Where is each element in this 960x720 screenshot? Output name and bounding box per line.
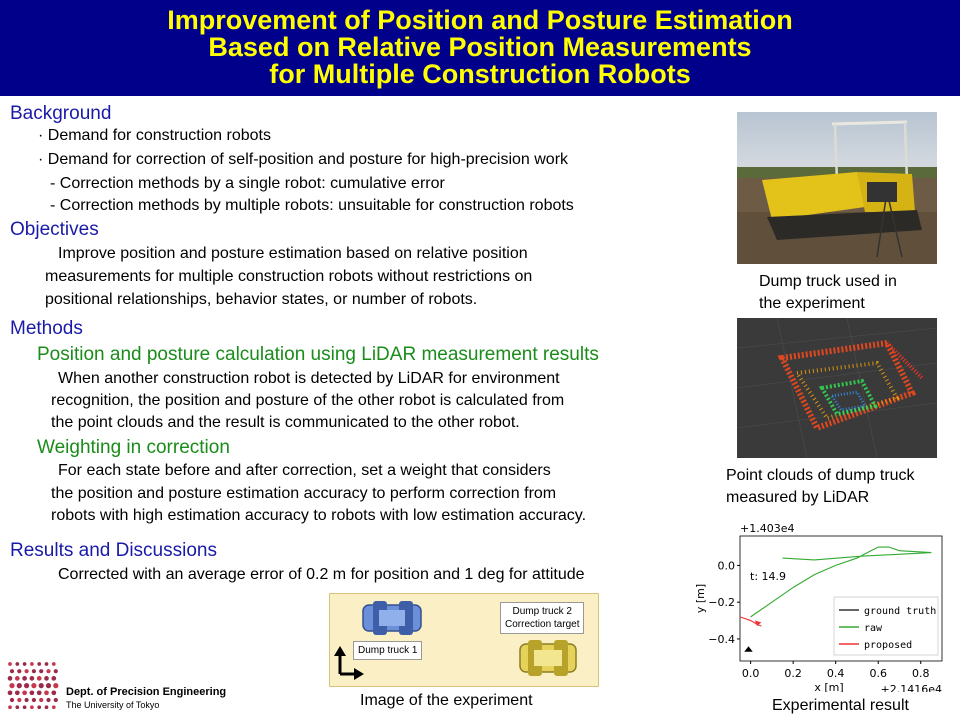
- background-bullet: · Demand for construction robots: [38, 127, 271, 144]
- logo-dot: [15, 690, 20, 695]
- logo-dot: [32, 669, 36, 673]
- y-tick-label: −0.4: [708, 632, 735, 646]
- logo-line-1: Dept. of Precision Engineering: [66, 686, 227, 698]
- logo-dot: [54, 698, 58, 702]
- legend-label: raw: [864, 623, 883, 634]
- dump-truck-1-label: Dump truck 1: [353, 641, 422, 660]
- logo-dot: [37, 705, 41, 709]
- methods-weighting-line: For each state before and after correction, set a weight that considers: [58, 462, 551, 479]
- logo-dot: [37, 676, 42, 681]
- logo-dot: [46, 683, 51, 688]
- logo-dot: [23, 705, 27, 709]
- label-line: Dump truck 2: [512, 606, 572, 617]
- logo-dot: [24, 683, 29, 688]
- methods-lidar-line: the point clouds and the result is communicated to the other robot.: [51, 414, 520, 431]
- legend-label: ground truth: [864, 606, 937, 617]
- point-cloud-image: [737, 318, 937, 458]
- y-axis-label: y [m]: [694, 583, 707, 614]
- objectives-line: measurements for multiple construction robots without restrictions on: [45, 268, 533, 285]
- x-tick-label: 0.8: [911, 667, 930, 680]
- objectives-heading: Objectives: [10, 219, 99, 240]
- logo-dot: [45, 705, 49, 709]
- logo-dot: [44, 676, 49, 681]
- results-heading: Results and Discussions: [10, 540, 217, 561]
- legend-label: proposed: [864, 640, 913, 651]
- background-subpoint: - Correction methods by multiple robots: unsuitable for construction robots: [50, 197, 574, 214]
- title-line-1: Improvement of Position and Posture Estimation: [167, 5, 793, 35]
- methods-lidar-line: When another construction robot is detected by LiDAR for environment: [58, 370, 560, 387]
- dump-truck-2-label: [500, 602, 584, 634]
- logo-dot: [15, 662, 19, 666]
- logo-dot: [39, 683, 44, 688]
- logo-dot: [44, 690, 49, 695]
- logo-dot: [8, 676, 13, 681]
- title-line-3: for Multiple Construction Robots: [269, 59, 691, 89]
- logo-dot: [32, 698, 36, 702]
- x-offset-label: +2.1416e4: [880, 683, 942, 692]
- methods-weighting-line: robots with high estimation accuracy to robots with low estimation accuracy.: [51, 507, 587, 524]
- x-tick-label: 0.4: [826, 667, 845, 680]
- logo-dot: [25, 669, 29, 673]
- experiment-caption: Image of the experiment: [360, 692, 533, 709]
- background-subpoint: - Correction methods by a single robot: cumulative error: [50, 175, 445, 192]
- logo-dot: [22, 676, 27, 681]
- objectives-line: Improve position and posture estimation based on relative position: [58, 245, 528, 262]
- results-text: Corrected with an average error of 0.2 m for position and 1 deg for attitude: [58, 566, 585, 583]
- logo-dot: [30, 662, 34, 666]
- logo-dot: [46, 698, 50, 702]
- department-logo: [4, 658, 234, 714]
- logo-dot-grid-icon: [4, 658, 62, 714]
- point-cloud-caption: [726, 465, 915, 509]
- caption-line: Dump truck used in: [759, 273, 897, 290]
- logo-dot: [30, 705, 34, 709]
- title-banner: [0, 0, 960, 96]
- experimental-result-chart: [690, 520, 952, 692]
- logo-dot: [23, 662, 27, 666]
- x-axis-label: x [m]: [814, 681, 844, 692]
- logo-dot: [30, 676, 35, 681]
- logo-dot: [31, 683, 36, 688]
- logo-dot: [25, 698, 29, 702]
- logo-dot: [8, 705, 12, 709]
- caption-line: Point clouds of dump truck: [726, 467, 915, 484]
- methods-heading: Methods: [10, 318, 83, 339]
- logo-dot: [8, 662, 12, 666]
- dump-truck-photo: [737, 112, 937, 264]
- objectives-line: positional relationships, behavior states, or number of robots.: [45, 291, 478, 308]
- logo-dot: [51, 676, 56, 681]
- methods-lidar-line: recognition, the position and posture of the other robot is calculated from: [51, 392, 565, 409]
- logo-dot: [39, 669, 43, 673]
- logo-dot: [37, 662, 41, 666]
- title-line-2: Based on Relative Position Measurements: [208, 32, 752, 62]
- caption-line: the experiment: [759, 295, 865, 312]
- logo-dot: [51, 690, 56, 695]
- label-line: Correction target: [505, 619, 580, 630]
- logo-dot: [52, 705, 56, 709]
- methods-subheading-lidar: Position and posture calculation using LiDAR measurement results: [37, 344, 599, 365]
- x-tick-label: 0.2: [784, 667, 802, 680]
- logo-dot: [37, 690, 42, 695]
- dump-truck-caption: [759, 271, 897, 315]
- logo-dot: [10, 669, 14, 673]
- logo-dot: [17, 698, 21, 702]
- logo-dot: [39, 698, 43, 702]
- experiment-diagram: [329, 593, 599, 687]
- x-tick-label: 0.0: [741, 667, 760, 680]
- background-heading: Background: [10, 103, 112, 124]
- logo-dot: [15, 705, 19, 709]
- logo-dot: [53, 683, 58, 688]
- logo-dot: [54, 669, 58, 673]
- y-offset-label: +1.403e4: [740, 522, 795, 535]
- logo-dot: [9, 683, 14, 688]
- logo-dot: [17, 683, 22, 688]
- methods-weighting-line: the position and posture estimation accuracy to perform correction from: [51, 485, 557, 502]
- result-caption: Experimental result: [772, 697, 909, 714]
- logo-dot: [45, 662, 49, 666]
- time-annotation: t: 14.9: [750, 570, 787, 583]
- background-bullet: · Demand for correction of self-position and posture for high-precision work: [38, 151, 569, 168]
- logo-line-2: The University of Tokyo: [66, 700, 160, 710]
- logo-dot: [22, 690, 27, 695]
- logo-dot: [8, 690, 13, 695]
- logo-dot: [52, 662, 56, 666]
- logo-dot: [17, 669, 21, 673]
- y-tick-label: 0.0: [717, 559, 735, 573]
- logo-dot: [10, 698, 14, 702]
- logo-dot: [46, 669, 50, 673]
- x-tick-label: 0.6: [869, 667, 887, 680]
- methods-subheading-weighting: Weighting in correction: [37, 437, 230, 458]
- logo-dot: [30, 690, 35, 695]
- logo-dot: [15, 676, 20, 681]
- caption-line: measured by LiDAR: [726, 489, 870, 506]
- y-tick-label: −0.2: [708, 596, 735, 610]
